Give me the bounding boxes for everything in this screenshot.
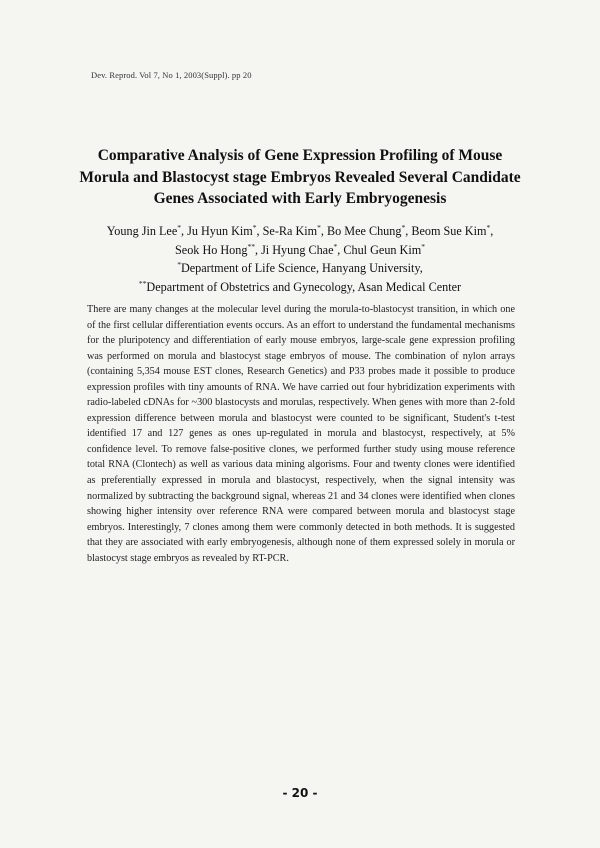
affiliation-mark: * <box>421 241 425 251</box>
author-name: Seok Ho Hong <box>175 242 248 257</box>
abstract-text: There are many changes at the molecular level during the morula-to-blastocyst transition, in which one of the first cellular differentiation events occurs. As an effort to understand the fundamental mechanisms for the pluripotency and differentiation of early mouse embryos, large-scale gene expression profiling was performed on morula and blastocyst stage embryos of mouse. The combination of nylon arrays (containing 5,354 mouse EST clones, Research Genetics) and P33 probes made it possible to produce expression profiles with tiny amounts of RNA. We have carried out four hybridization experiments with radio-labeled cDNAs for ~300 blastocysts and morulas, respectively. When genes with more than 2-fold expression difference between morula and blastocyst were counted to be significant, Student's t-test identified 17 and 127 genes as ones up-regulated in morula and blastocyst, respectively, at 5% confidence level. To remove false-positive clones, we performed further study using mouse reference total RNA (Clontech) as well as various data mining algorisms. Four and twenty clones were identified as preferentially expressed in morula and blastocyst, respectively, when the signal intensity was normalized by subtracting the background signal, whereas 21 and 34 clones were identified when clones showing higher intensity over reference RNA were compared between morula and blastocyst stage embryos. Interestingly, 7 clones among them were commonly detected in both methods. It is suggested that they are associated with early embryogenesis, although none of them expressed solely in morula or blastocyst stage embryos as revealed by RT-PCR. <box>87 304 515 564</box>
paper-title <box>60 145 540 210</box>
affiliation-mark: * <box>401 223 406 232</box>
affiliation-line <box>60 259 540 278</box>
title-line: Genes Associated with Early Embryogenesis <box>153 190 447 207</box>
affiliation-mark: * <box>252 223 257 232</box>
author-line: Seok Ho Hong**, Ji Hyung Chae*, Chul Geun Kim* <box>175 241 425 257</box>
author-block <box>60 222 540 296</box>
affiliation-mark: * <box>177 260 181 270</box>
author-name: Ju Hyun Kim <box>187 224 253 238</box>
affiliation-mark: * <box>333 241 338 251</box>
affiliation-text: Department of Life Science, Hanyang University, <box>180 261 423 276</box>
author-name: Se-Ra Kim <box>262 224 318 238</box>
affiliation-mark: ** <box>247 241 255 251</box>
affiliation-mark: * <box>177 223 182 232</box>
title-line: Morula and Blastocyst stage Embryos Revealed Several Candidate <box>79 168 521 186</box>
author-line: Young Jin Lee*, Ju Hyun Kim*, Se-Ra Kim*, Bo Mee Chung*, Beom Sue Kim*, <box>106 223 494 238</box>
affiliation-mark: ** <box>138 278 147 288</box>
author-name: Beom Sue Kim <box>411 224 487 238</box>
affiliation-line <box>60 278 540 297</box>
title-line: Comparative Analysis of Gene Expression Profiling of Mouse <box>97 147 503 164</box>
affiliation-mark: * <box>486 223 491 232</box>
author-name: Young Jin Lee <box>106 224 178 238</box>
author-name: Bo Mee Chung <box>326 224 402 238</box>
journal-citation: Dev. Reprod. Vol 7, No 1, 2003(Suppl). pp 20 <box>91 70 252 80</box>
author-name: Ji Hyung Chae <box>261 242 334 257</box>
affiliation-mark: * <box>317 223 321 232</box>
page-number: - 20 - <box>282 786 318 800</box>
affiliation-text: Department of Obstetrics and Gynecology, Asan Medical Center <box>146 279 462 294</box>
author-name: Chul Geun Kim <box>343 242 422 257</box>
